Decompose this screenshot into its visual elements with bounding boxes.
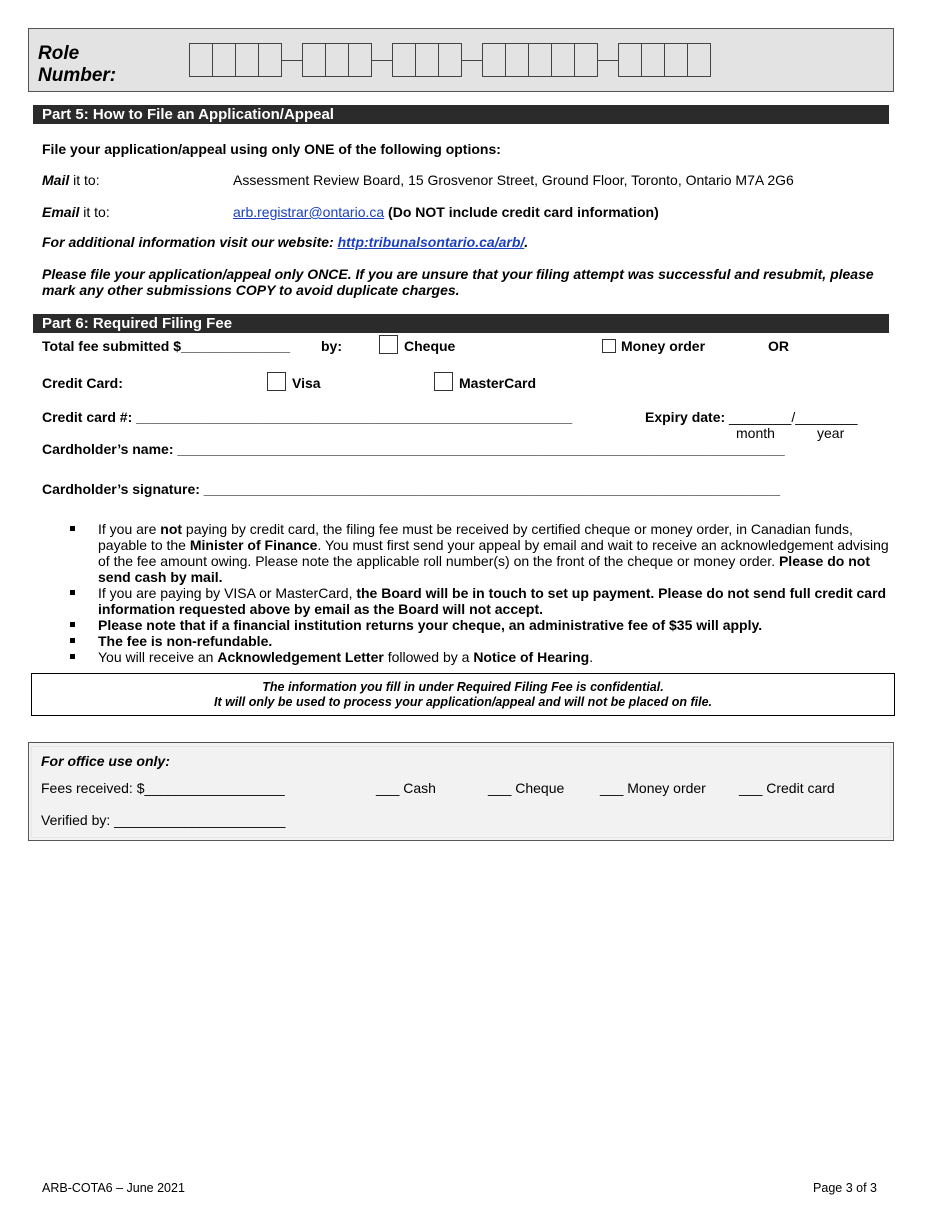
bullet-text: Minister of Finance xyxy=(189,537,318,553)
role-number-separator xyxy=(598,60,618,61)
bullet-text: not xyxy=(160,521,183,537)
total-fee-field[interactable]: Total fee submitted $______________ xyxy=(42,338,290,354)
role-number-digit-cell[interactable] xyxy=(392,43,416,77)
expiry-blank: ________/________ xyxy=(725,409,858,425)
bullet-text: followed by a xyxy=(383,649,474,665)
bullet-text: Acknowledgement Letter xyxy=(217,649,384,665)
bullet-icon xyxy=(70,526,75,531)
card-number-field[interactable]: Credit card #: ________________________________________________________ xyxy=(42,409,573,425)
website-line xyxy=(42,234,528,250)
visa-label: Visa xyxy=(292,375,321,391)
file-once-notice: Please file your application/appeal only ONCE. If you are unsure that your filing attempt was successful and resubmit, please mark any other submissions COPY to avoid duplicate charges. xyxy=(42,266,874,298)
website-link[interactable]: http:tribunalsontario.ca/arb/ xyxy=(337,234,525,250)
form-id: ARB-COTA6 – June 2021 xyxy=(42,1181,185,1195)
page-number: Page 3 of 3 xyxy=(813,1181,877,1195)
role-number-digit-cell[interactable] xyxy=(325,43,349,77)
role-number-separator xyxy=(372,60,392,61)
cheque-label: Cheque xyxy=(404,338,456,354)
expiry-field[interactable] xyxy=(645,409,858,425)
role-number-digit-cell[interactable] xyxy=(258,43,282,77)
mail-label xyxy=(42,172,100,188)
role-number-separator xyxy=(462,60,482,61)
cheque-checkbox[interactable] xyxy=(379,335,398,354)
expiry-label: Expiry date: xyxy=(645,409,726,425)
cardholder-signature-field[interactable]: Cardholder’s signature: __________________________________________________________________________ xyxy=(42,481,780,497)
bullet-icon xyxy=(70,654,75,659)
office-use-inner xyxy=(31,746,891,838)
role-number-digit-cell[interactable] xyxy=(687,43,711,77)
mail-address: Assessment Review Board, 15 Grosvenor Street, Ground Floor, Toronto, Ontario M7A 2G6 xyxy=(233,172,794,188)
mastercard-label: MasterCard xyxy=(459,375,537,391)
role-number-digit-cell[interactable] xyxy=(235,43,259,77)
fee-notes-list xyxy=(70,521,900,665)
website-text: For additional information visit our website: xyxy=(42,234,338,250)
money-order-checkbox[interactable] xyxy=(602,339,616,353)
fees-received-field[interactable]: Fees received: $__________________ xyxy=(41,780,285,796)
bullet-text: The fee is non-refundable. xyxy=(98,633,273,649)
verified-by-field[interactable]: Verified by: ______________________ xyxy=(41,812,286,828)
office-cash-option[interactable]: ___ Cash xyxy=(376,780,436,796)
role-number-digit-cell[interactable] xyxy=(438,43,462,77)
role-number-digit-cell[interactable] xyxy=(618,43,642,77)
confidential-line-1: The information you fill in under Required Filing Fee is confidential. xyxy=(262,680,664,694)
bullet-text: paying by credit card, the filing fee must be received by certified cheque or money order, in Canadian funds, payable to the xyxy=(98,521,853,553)
bullet-text: . xyxy=(589,649,594,665)
mail-label-bold: Mail xyxy=(42,172,70,188)
role-number-digit-cell[interactable] xyxy=(641,43,665,77)
office-money-order-option[interactable]: ___ Money order xyxy=(600,780,706,796)
office-credit-card-option[interactable]: ___ Credit card xyxy=(739,780,835,796)
website-end: . xyxy=(524,234,529,250)
email-note: (Do NOT include credit card information) xyxy=(384,204,659,220)
money-order-label: Money order xyxy=(621,338,706,354)
role-number-digit-cell[interactable] xyxy=(664,43,688,77)
list-item xyxy=(70,585,900,617)
role-number-box xyxy=(28,28,894,92)
credit-card-label: Credit Card: xyxy=(42,375,123,391)
mastercard-checkbox[interactable] xyxy=(434,372,453,391)
bullet-text: Notice of Hearing xyxy=(473,649,590,665)
by-label: by: xyxy=(321,338,342,354)
part5-header: Part 5: How to File an Application/Appeal xyxy=(33,105,889,124)
email-label-rest: it to: xyxy=(79,204,110,220)
role-number-separator xyxy=(282,60,302,61)
role-number-label: Role Number: xyxy=(38,43,117,86)
confidential-line-2: It will only be used to process your application/appeal and will not be placed on file. xyxy=(214,695,712,709)
email-link[interactable]: arb.registrar@ontario.ca xyxy=(233,204,385,220)
month-label: month xyxy=(736,425,775,441)
role-number-digit-cell[interactable] xyxy=(189,43,213,77)
visa-checkbox[interactable] xyxy=(267,372,286,391)
list-item xyxy=(70,633,900,649)
confidential-notice xyxy=(31,673,895,716)
role-number-digit-cell[interactable] xyxy=(482,43,506,77)
office-use-title: For office use only: xyxy=(41,753,170,769)
bullet-icon xyxy=(70,590,75,595)
role-number-digit-cell[interactable] xyxy=(302,43,326,77)
email-label xyxy=(42,204,110,220)
bullet-text: the Board will be in touch to set up payment. Please do not send full credit card information requested above by email as the Board will not accept. xyxy=(98,585,887,617)
role-number-digit-cell[interactable] xyxy=(415,43,439,77)
cardholder-name-field[interactable]: Cardholder’s name: ______________________________________________________________________________ xyxy=(42,441,785,457)
role-number-digit-cell[interactable] xyxy=(505,43,529,77)
list-item xyxy=(70,521,900,585)
bullet-text: . You must first send your appeal by email and wait to receive an acknowledgement advising of the fee amount owing. Please note the applicable roll number(s) on the front of the cheque or money order. xyxy=(98,537,889,569)
bullet-text: If you are xyxy=(98,521,161,537)
role-number-digit-cell[interactable] xyxy=(212,43,236,77)
role-number-digit-cell[interactable] xyxy=(348,43,372,77)
email-row xyxy=(233,204,659,220)
year-label: year xyxy=(817,425,845,441)
mail-label-rest: it to: xyxy=(69,172,100,188)
bullet-text: Please do not send cash by mail. xyxy=(98,553,870,585)
list-item xyxy=(70,649,900,665)
bullet-text: You will receive an xyxy=(98,649,218,665)
role-number-digit-cell[interactable] xyxy=(528,43,552,77)
list-item xyxy=(70,617,900,633)
office-cheque-option[interactable]: ___ Cheque xyxy=(488,780,565,796)
or-label: OR xyxy=(768,338,789,354)
role-number-digit-cell[interactable] xyxy=(551,43,575,77)
part6-header: Part 6: Required Filing Fee xyxy=(33,314,889,333)
email-label-bold: Email xyxy=(42,204,80,220)
bullet-text: Please note that if a financial institution returns your cheque, an administrative fee of $35 will apply. xyxy=(98,617,763,633)
bullet-icon xyxy=(70,622,75,627)
filing-instruction: File your application/appeal using only ONE of the following options: xyxy=(42,141,501,157)
role-number-digit-cell[interactable] xyxy=(574,43,598,77)
bullet-icon xyxy=(70,638,75,643)
bullet-text: If you are paying by VISA or MasterCard, xyxy=(98,585,357,601)
office-use-box xyxy=(28,742,894,841)
